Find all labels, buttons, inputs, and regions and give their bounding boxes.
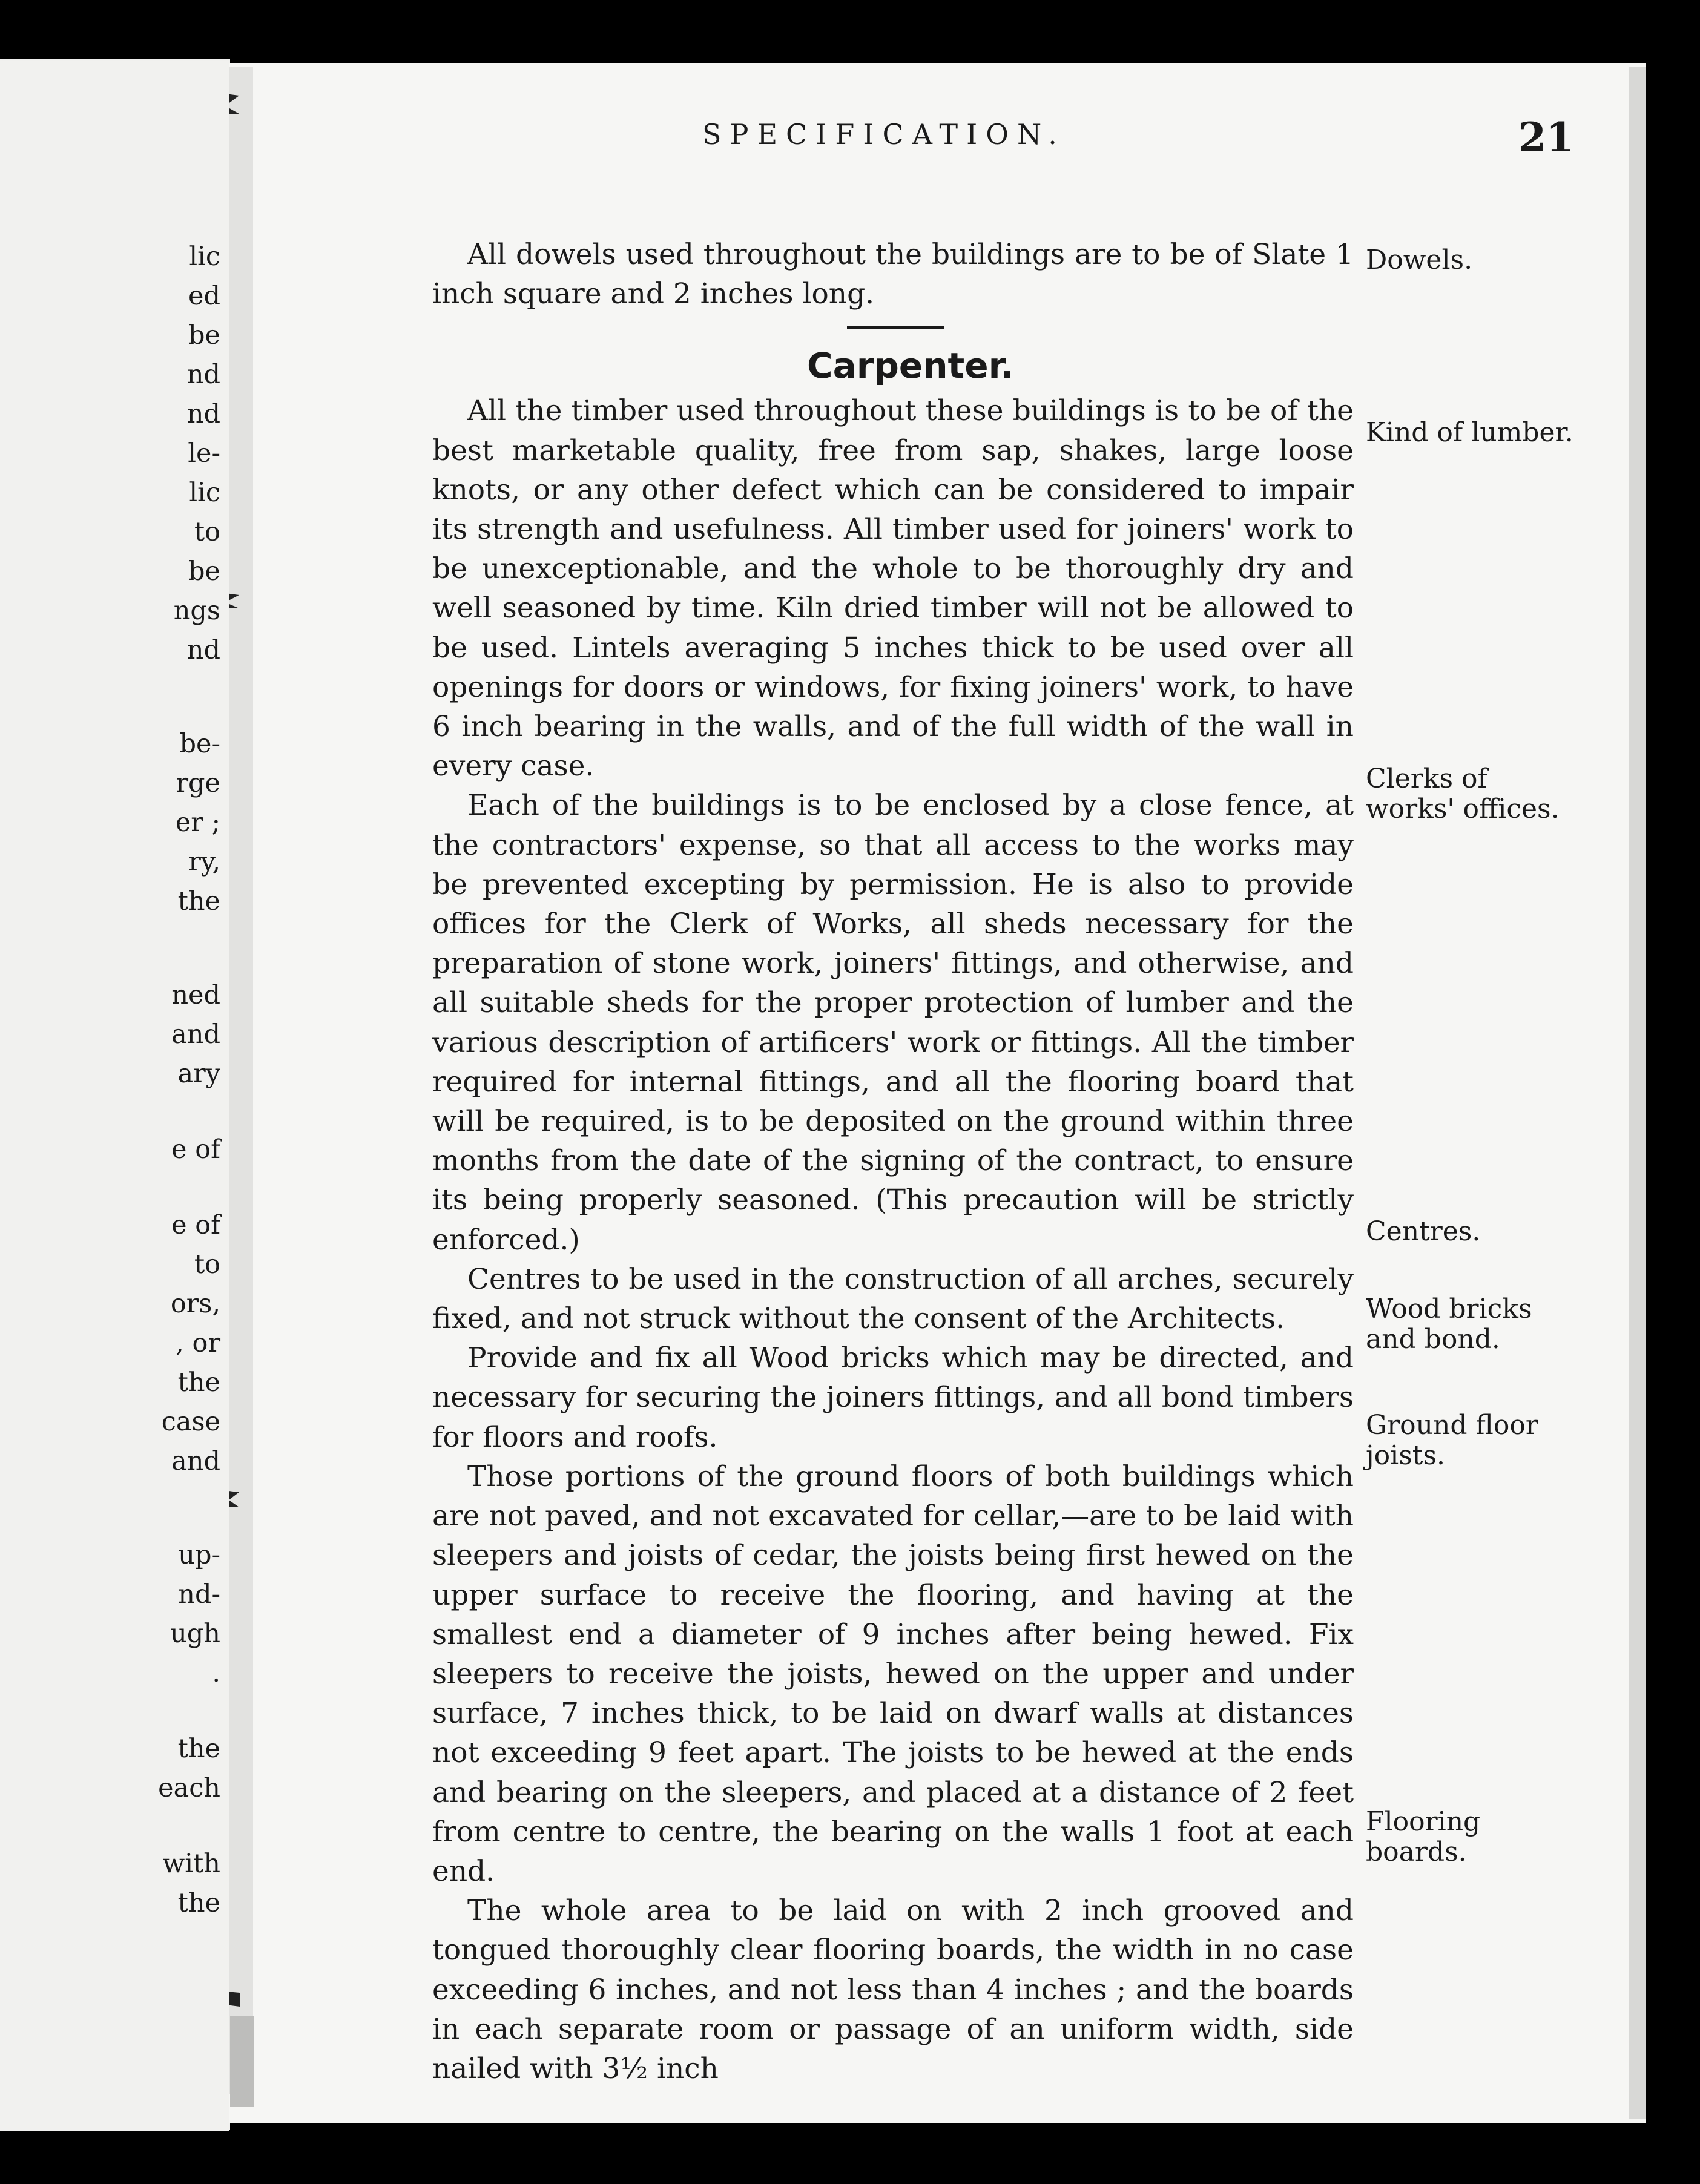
left-fragment: ry,	[188, 847, 220, 877]
left-fragment: up-	[178, 1540, 220, 1570]
left-fragment: case	[161, 1407, 220, 1437]
left-fragment: nd	[186, 360, 220, 390]
paragraph-centres: Centres to be used in the construction of all arches, securely fixed, and not struck without the consent of the Architects.	[432, 1262, 1354, 1336]
margin-note-offices: Clerks of works' offices.	[1366, 763, 1560, 824]
margin-note-wood-bricks: Wood bricks and bond.	[1366, 1294, 1532, 1355]
left-fragment: to	[194, 517, 220, 547]
left-fragment: and	[171, 1446, 220, 1476]
left-fragment: .	[212, 1658, 220, 1688]
left-fragment: the	[177, 886, 220, 916]
running-head: SPECIFICATION.	[702, 118, 1066, 151]
left-fragment: nd	[186, 399, 220, 429]
left-fragment: ed	[188, 281, 220, 311]
left-fragment: nd-	[178, 1579, 220, 1610]
paragraph-timber: All the timber used throughout these buildings is to be of the best marketable quality, free from sap, shakes, large loose knots, or any other defect which can be considered to impair its strength and usefulness. All timber used for joiners' work to be unexceptionable, and the whole to be thoroughly dry and well seasoned by time. Kiln dried timber will not be allowed to be used. Lintels averaging 5 inches thick to be used over all openings for doors or windows, for fixing joiners' work, to have 6 inch bearing in the walls, and of the full width of the wall in every case.	[432, 394, 1354, 783]
left-fragment: ngs	[173, 596, 220, 626]
left-fragment: ors,	[170, 1289, 220, 1319]
left-fragment: e of	[171, 1134, 220, 1165]
margin-note-flooring: Flooring boards.	[1366, 1806, 1481, 1867]
left-fragment: with	[162, 1849, 220, 1879]
left-fragment: and	[171, 1019, 220, 1050]
paragraph-dowels: All dowels used throughout the buildings are to be of Slate 1 inch square and 2 inches long.	[432, 238, 1354, 311]
margin-note-dowels: Dowels.	[1366, 245, 1473, 275]
left-fragment: le-	[188, 438, 220, 469]
paragraph-joists: Those portions of the ground floors of both buildings which are not paved, and not excavated for cellar,—are to be laid with sleepers and joists of cedar, the joists being first hewed on the upper surface to receive the flooring, and having at the smallest end a diameter of 9 inches after being hewed. Fix sleepers to receive the joists, hewed on the upper and under surface, 7 inches thick, to be laid on dwarf walls at distances not exceeding 9 feet apart. The joists to be hewed at the ends and bearing on the sleepers, and placed at a distance of 2 feet from centre to centre, the bearing on the walls 1 foot at each end.	[432, 1459, 1354, 1888]
margin-note-centres: Centres.	[1366, 1216, 1481, 1247]
left-fragment: ary	[177, 1059, 220, 1089]
left-fragment: , or	[176, 1328, 220, 1358]
left-fragment: be	[188, 556, 220, 587]
left-fragment: be-	[179, 729, 220, 759]
left-fragment: the	[177, 1734, 220, 1764]
section-heading: Carpenter.	[807, 345, 1014, 387]
left-fragment: each	[158, 1773, 220, 1803]
left-page-text	[39, 237, 220, 1923]
margin-note-lumber: Kind of lumber.	[1366, 417, 1573, 448]
left-fragment: lic	[189, 242, 220, 272]
left-fragment: the	[177, 1367, 220, 1398]
left-fragment: er ;	[175, 807, 220, 838]
left-fragment: to	[194, 1249, 220, 1280]
paragraph-wood-bricks: Provide and fix all Wood bricks which may be directed, and necessary for securing the joiners fittings, and all bond timbers for floors and roofs.	[432, 1341, 1354, 1454]
left-fragment: ned	[171, 980, 220, 1010]
paragraph-flooring: The whole area to be laid on with 2 inch grooved and tongued thoroughly clear flooring boards, the width in no case exceeding 6 inches, and not less than 4 inches ; and the boards in each separate room or passage of an uniform width, side nailed with 3½ inch	[432, 1894, 1354, 2085]
left-fragment: lic	[189, 478, 220, 508]
left-fragment: e of	[171, 1210, 220, 1240]
left-fragment: be	[188, 320, 220, 350]
left-fragment: the	[177, 1888, 220, 1918]
left-fragment: rge	[176, 768, 220, 798]
paragraph-fence: Each of the buildings is to be enclosed by a close fence, at the contractors' expense, so that all access to the works may be prevented excepting by permission. He is also to provide offices for the Clerk of Works, all sheds necessary for the preparation of stone work, joiners' fittings, and otherwise, and all suitable sheds for the proper protection of lumber and the various description of artificers' work or fittings. All the timber required for internal fittings, and all the flooring board that will be required, is to be deposited on the ground within three months from the date of the signing of the contract, to ensure its being properly seasoned. (This precaution will be strictly enforced.)	[432, 789, 1354, 1257]
left-fragment: nd	[186, 635, 220, 665]
margin-note-joists: Ground floor joists.	[1366, 1410, 1538, 1471]
page-number: 21	[1518, 114, 1574, 161]
left-fragment: ugh	[170, 1619, 220, 1649]
section-rule	[847, 326, 944, 329]
main-text	[432, 235, 1354, 2088]
left-page	[0, 61, 229, 2131]
